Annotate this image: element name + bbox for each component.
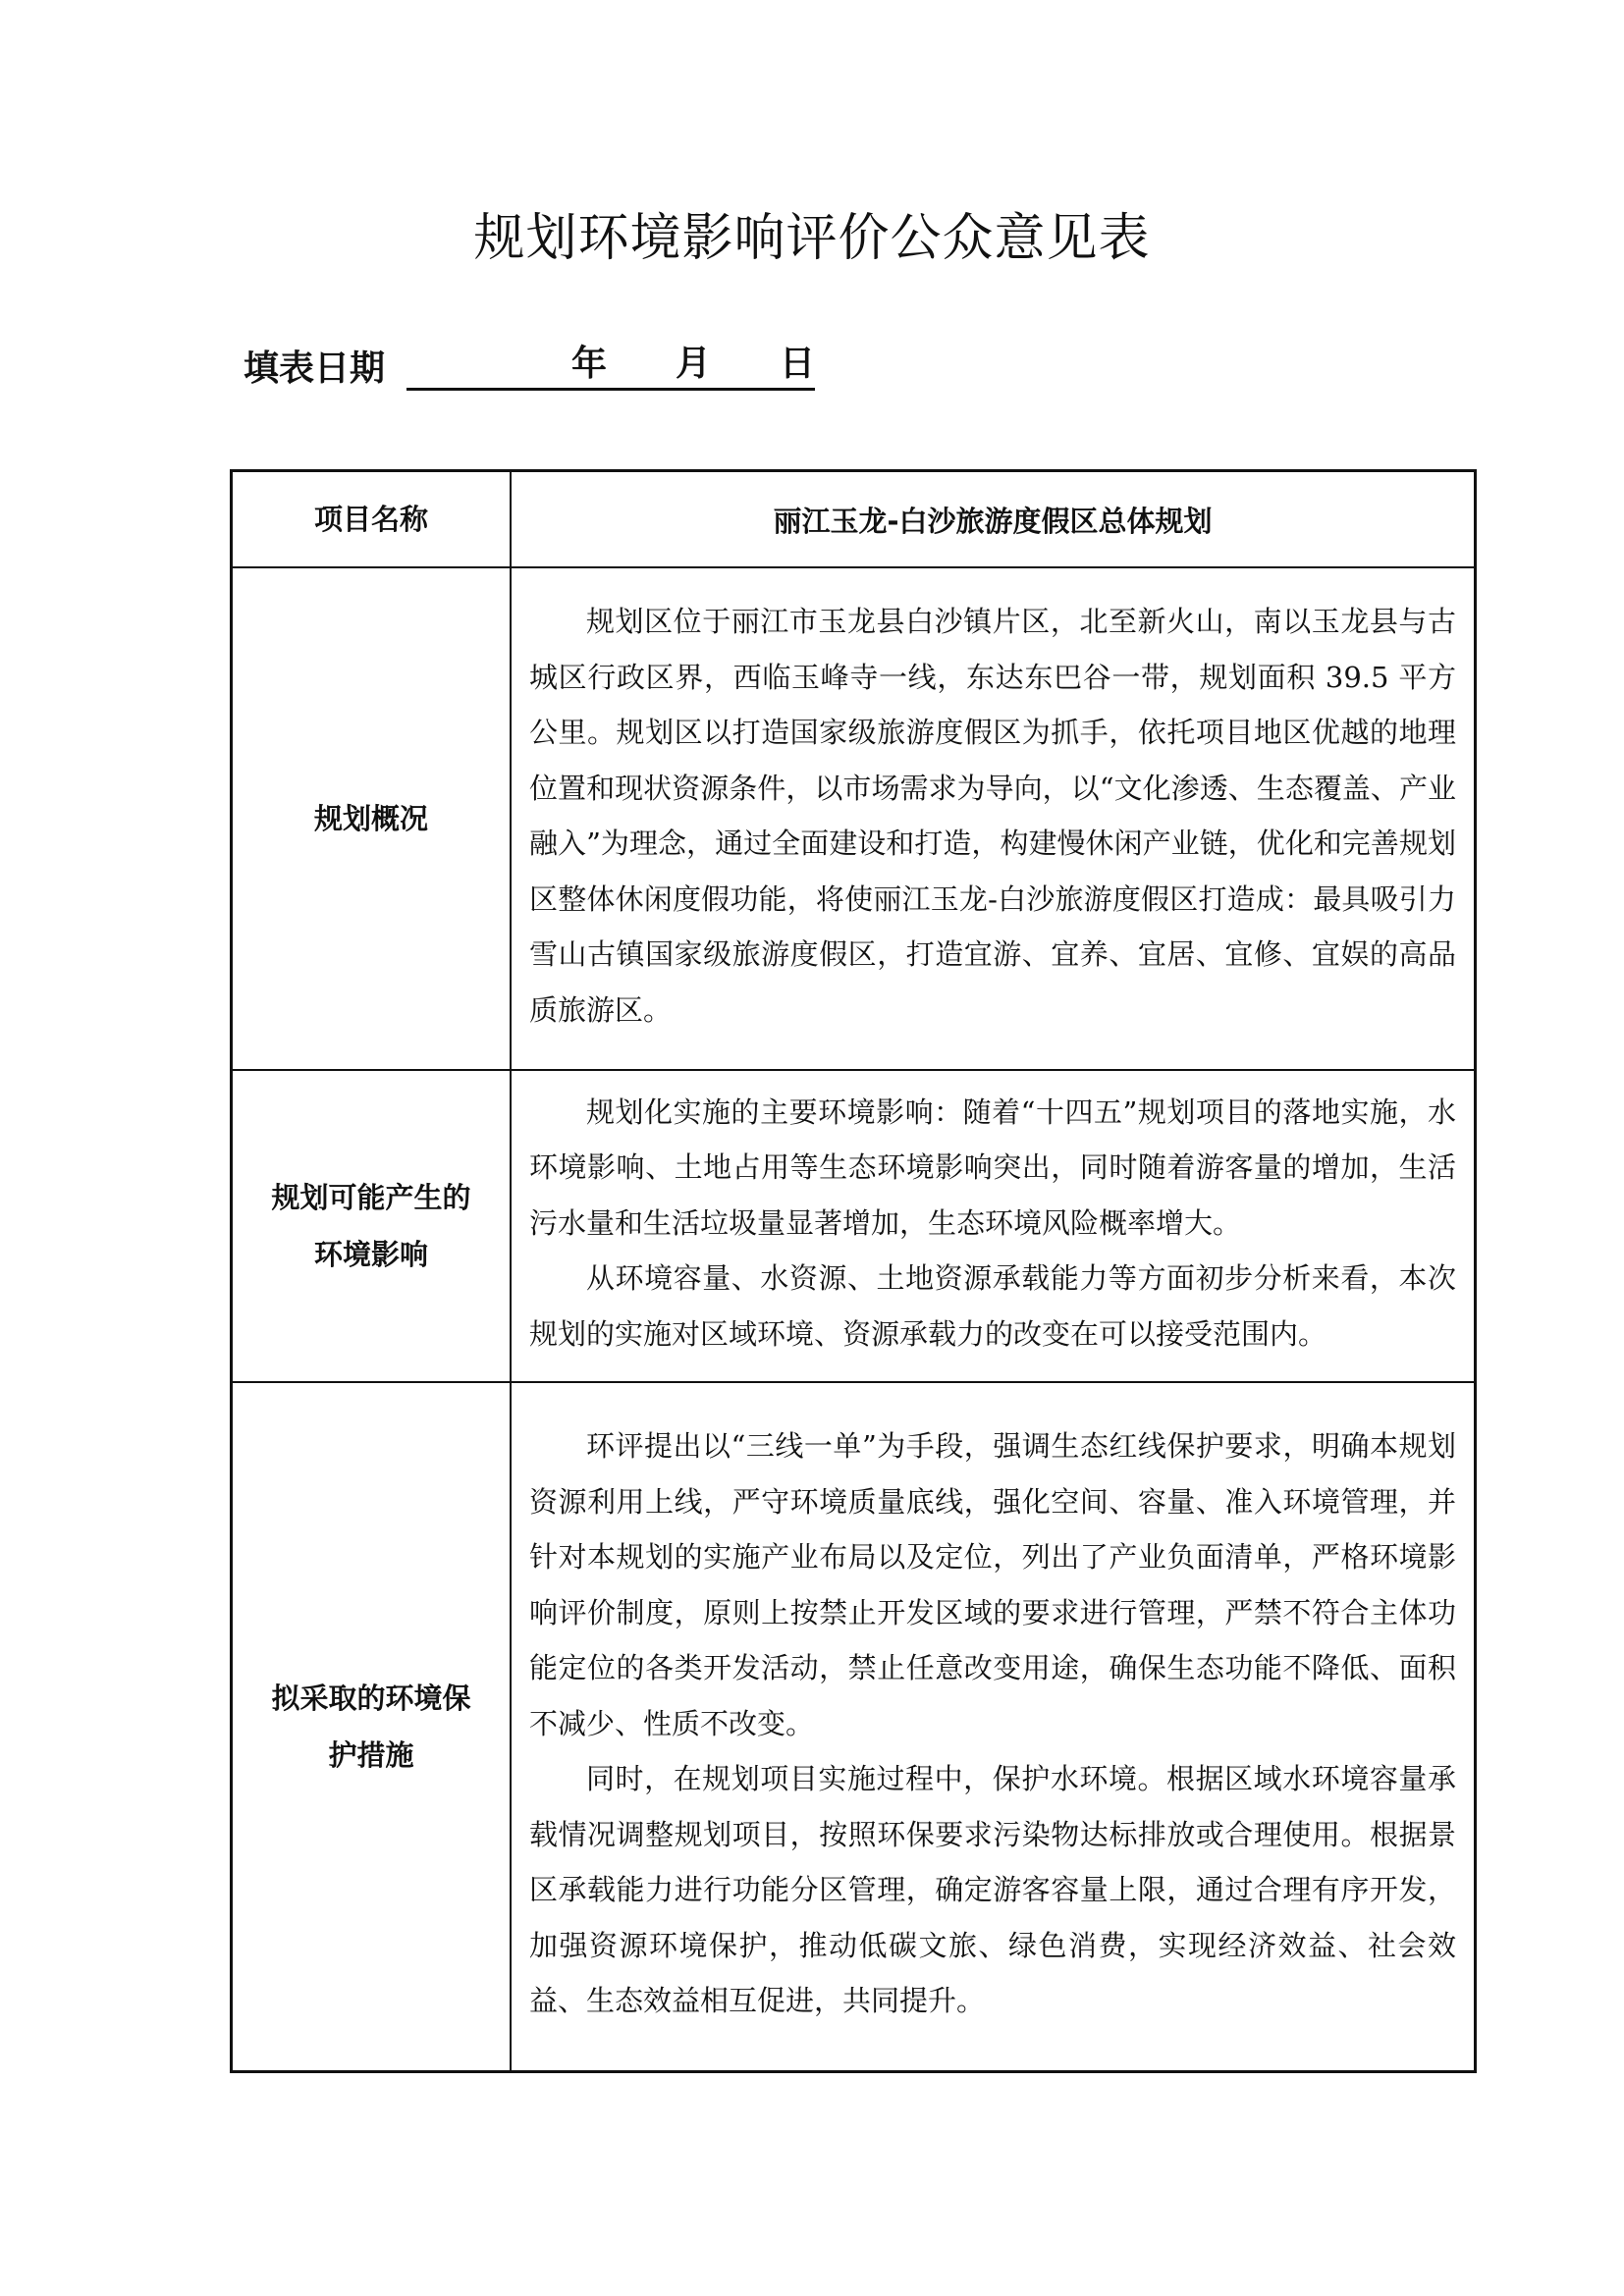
protection-measures-content bbox=[511, 1382, 1476, 2072]
fill-date-label: 填表日期 bbox=[244, 348, 386, 389]
environmental-impact-paragraph-2: 从环境容量、水资源、土地资源承载能力等方面初步分析来看，本次规划的实施对区域环境、资源承载力的改变在可以接受范围内。 bbox=[529, 1261, 1456, 1351]
environmental-impact-content bbox=[511, 1070, 1476, 1382]
project-name-label: 项目名称 bbox=[232, 471, 512, 568]
table-row-protection-measures bbox=[232, 1382, 1476, 2072]
year-unit: 年 bbox=[571, 344, 608, 384]
plan-overview-label: 规划概况 bbox=[232, 567, 512, 1070]
table-row-project-name bbox=[232, 471, 1476, 568]
plan-overview-paragraph: 规划区位于丽江市玉龙县白沙镇片区，北至新火山，南以玉龙县与古城区行政区界，西临玉峰寺一线，东达东巴谷一带，规划面积 39.5 平方公里。规划区以打造国家级旅游度假区为抓手，依托项目地区优越的地理位置和现状资源条件，以市场需求为导向，以“文化渗透、生态覆盖、产业融入”为理念，通过全面建设和打造，构建慢休闲产业链，优化和完善规划区整体休闲度假功能，将使丽江玉龙-白沙旅游度假区打造成：最具吸引力雪山古镇国家级旅游度假区，打造宜游、宜养、宜居、宜修、宜娱的高品质旅游区。 bbox=[529, 605, 1456, 1027]
environmental-impact-paragraph-1: 规划化实施的主要环境影响：随着“十四五”规划项目的落地实施，水环境影响、土地占用等生态环境影响突出，同时随着游客量的增加，生活污水量和生活垃圾量显著增加，生态环境风险概率增大。 bbox=[529, 1095, 1456, 1240]
fill-date-field[interactable] bbox=[406, 336, 815, 391]
project-name-value: 丽江玉龙-白沙旅游度假区总体规划 bbox=[511, 471, 1476, 568]
table-row-environmental-impact bbox=[232, 1070, 1476, 1382]
month-unit: 月 bbox=[676, 344, 712, 384]
protection-measures-label: 拟采取的环境保 护措施 bbox=[232, 1382, 512, 2072]
fill-date-row bbox=[244, 336, 815, 391]
protection-measures-paragraph-2: 同时，在规划项目实施过程中，保护水环境。根据区域水环境容量承载情况调整规划项目，按照环保要求污染物达标排放或合理使用。根据景区承载能力进行功能分区管理，确定游客容量上限，通过合理有序开发，加强资源环境保护，推动低碳文旅、绿色消费，实现经济效益、社会效益、生态效益相互促进，共同提升。 bbox=[529, 1762, 1456, 2018]
plan-overview-content bbox=[511, 567, 1476, 1070]
opinion-form-table bbox=[230, 469, 1477, 2073]
page-title: 规划环境影响评价公众意见表 bbox=[473, 209, 1151, 268]
environmental-impact-label: 规划可能产生的 环境影响 bbox=[232, 1070, 512, 1382]
table-row-plan-overview bbox=[232, 567, 1476, 1070]
day-unit: 日 bbox=[780, 344, 816, 384]
protection-measures-paragraph-1: 环评提出以“三线一单”为手段，强调生态红线保护要求，明确本规划资源利用上线，严守环境质量底线，强化空间、容量、准入环境管理，并针对本规划的实施产业布局以及定位，列出了产业负面清单，严格环境影响评价制度，原则上按禁止开发区域的要求进行管理，严禁不符合主体功能定位的各类开发活动，禁止任意改变用途，确保生态功能不降低、面积不减少、性质不改变。 bbox=[529, 1429, 1456, 1740]
